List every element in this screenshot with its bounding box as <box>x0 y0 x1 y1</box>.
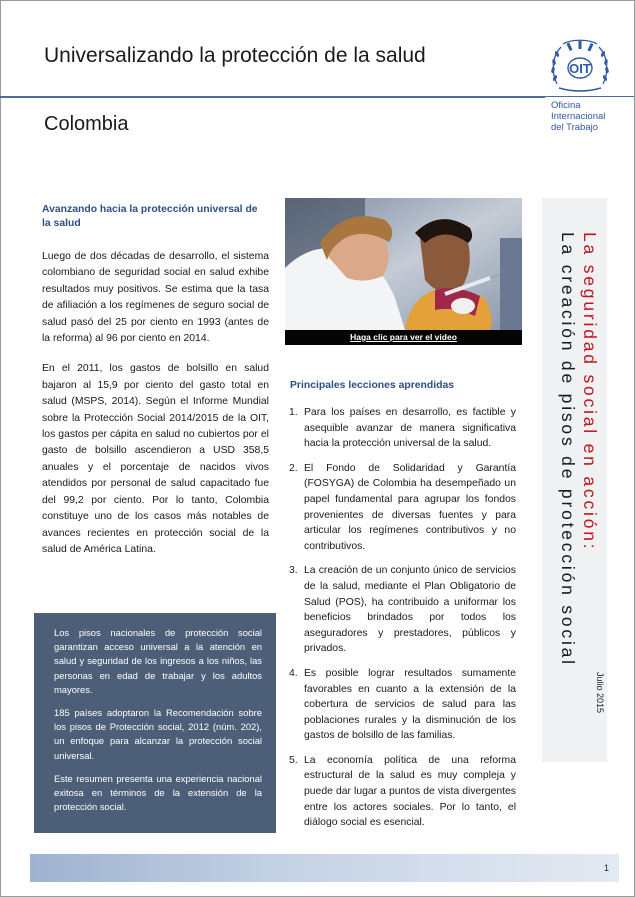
list-number: 1. <box>289 407 298 418</box>
info-paragraph: 185 países adoptaron la Recomendación sobre los pisos de Protección social, 2012 (núm. 202), un enfoque para alcanzar la protección social universal. <box>54 707 262 761</box>
header-rule-right <box>545 96 634 97</box>
list-text: Es posible lograr resultados sumamente favorables en cuanto a la extensión de la cobertura de servicios de salud para las poblaciones rurales y la disminución de los gastos de bolsillo de las familias. <box>304 667 516 742</box>
list-number: 5. <box>289 754 298 766</box>
section-heading: Avanzando hacia la protección universal de la salud <box>42 204 258 229</box>
intro-column <box>42 203 269 572</box>
list-item <box>286 666 516 744</box>
list-number: 3. <box>289 565 298 577</box>
country-name: Colombia <box>44 113 129 135</box>
info-paragraph: Los pisos nacionales de protección social garantizan acceso universal a la atención en salud y seguridad de los ingresos a los niños, las personas en edad de trabajar y los adultos mayores. <box>54 627 262 695</box>
org-name-line: Oficina <box>551 100 581 111</box>
list-text: El Fondo de Solidaridad y Garantía (FOSYGA) de Colombia ha desempeñado un papel fundamental para agrupar los fondos provenientes de diversas fuentes y para articular los regímenes contributivos y no contributivos. <box>304 462 516 552</box>
org-name-line: del Trabajo <box>551 122 599 133</box>
lessons-list <box>286 405 516 840</box>
video-photo <box>285 198 522 330</box>
list-item <box>286 461 516 555</box>
publication-date: Julio 2015 <box>595 672 605 714</box>
ilo-logo-icon <box>549 38 611 96</box>
info-box-content <box>54 626 262 823</box>
info-paragraph: Este resumen presenta una experiencia nacional exitosa en términos de la extensión de la protección social. <box>54 772 262 813</box>
organization-name <box>551 100 605 133</box>
intro-paragraph: Luego de dos décadas de desarrollo, el sistema colombiano de seguridad social en salud exhibe resultados muy positivos. Se estima que la tasa de afiliación a los regímenes de seguro social de salud pasó del 25 por ciento en 1993 (antes de la reforma) al 96 por ciento en 2014. <box>42 251 269 345</box>
video-link[interactable]: Haga clic para ver el video <box>285 330 522 345</box>
page-number: 1 <box>603 863 609 873</box>
footer-bar <box>30 854 619 882</box>
org-name-line: Internacional <box>551 111 606 122</box>
series-title <box>557 232 600 667</box>
list-number: 4. <box>289 667 298 679</box>
series-title-line2: La creación de pisos de protección social <box>558 232 578 667</box>
video-thumbnail[interactable] <box>285 198 522 345</box>
list-text: La economía política de una reforma estructural de la salud es muy compleja y puede dar lugar a puntos de vista divergentes entre los actores sociales. Por lo tanto, el diálogo social es esencial. <box>304 754 516 829</box>
list-text: La creación de un conjunto único de servicios de la salud, mediante el Plan Obligatorio de Salud (POS), ha contribuido a uniformar los beneficios brindados por todos los aseguradores y prestadores, públicos y privados. <box>304 565 516 655</box>
logo-mark-text: OIT <box>569 61 591 76</box>
intro-paragraph: En el 2011, los gastos de bolsillo en salud bajaron al 15,9 por ciento del gasto total en salud (MSPS, 2014). Según el Informe Mundial sobre la Protección Social 2014/2015 de la OIT, los gastos per cápita en salud no cubiertos por el gasto de bolsillo ascendieron a USD 358,5 anuales y el porcentaje de nacidos vivos atendidos por personal de salud capacitado fue del 99,2 por ciento. Por lo tanto, Colombia constituye uno de los casos más notables de avances recientes en protección social de la salud de América Latina. <box>42 363 269 555</box>
page-title: Universalizando la protección de la salud <box>44 44 426 67</box>
list-item <box>286 405 516 452</box>
header-rule <box>0 96 545 98</box>
list-number: 2. <box>289 462 298 474</box>
list-text: Para los países en desarrollo, es factible y asequible avanzar de manera significativa hacia la protección universal de la salud. <box>304 407 516 450</box>
list-item <box>286 753 516 831</box>
lessons-heading: Principales lecciones aprendidas <box>290 380 455 391</box>
series-title-line1: La seguridad social en acción: <box>580 232 600 552</box>
info-box <box>34 613 276 833</box>
list-item <box>286 563 516 657</box>
